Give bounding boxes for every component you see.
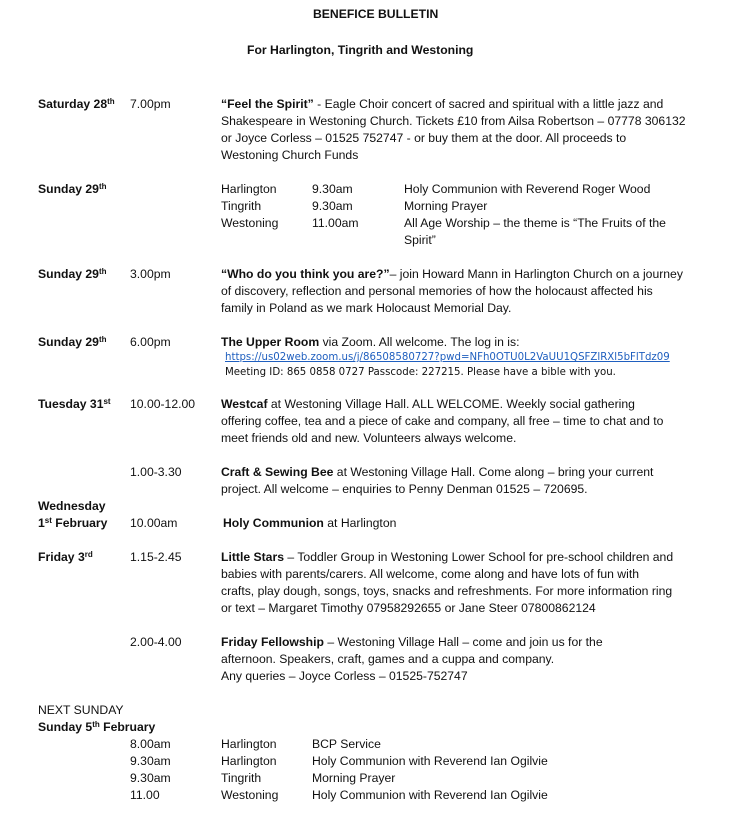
service-place: Harlington bbox=[221, 737, 277, 751]
event-description-line: Westoning Church Funds bbox=[221, 148, 359, 162]
event-time: 1.00-3.30 bbox=[130, 465, 182, 479]
day-label: Saturday 28th bbox=[38, 97, 115, 111]
service-desc: Morning Prayer bbox=[312, 771, 396, 785]
next-sunday-label: NEXT SUNDAY bbox=[38, 703, 124, 717]
event-description-line: project. All welcome – enquiries to Penny Denman 01525 – 720695. bbox=[221, 482, 588, 496]
event-description-line: Any queries – Joyce Corless – 01525-752747 bbox=[221, 669, 468, 683]
event-description-line: meet friends old and new. Volunteers always welcome. bbox=[221, 431, 517, 445]
service-desc: Holy Communion with Reverend Ian Ogilvie bbox=[312, 754, 548, 768]
event-time: 7.00pm bbox=[130, 97, 171, 111]
service-place: Tingrith bbox=[221, 199, 262, 213]
event-time: 2.00-4.00 bbox=[130, 635, 182, 649]
event-time: 3.00pm bbox=[130, 267, 171, 281]
zoom-link[interactable]: https://us02web.zoom.us/j/86508580727?pwd=NFh0OTU0L2VaUU1QSFZlRXl5bFlTdz09 bbox=[225, 352, 670, 363]
service-time: 8.00am bbox=[130, 737, 171, 751]
event-description: Westcaf at Westoning Village Hall. ALL WELCOME. Weekly social gathering bbox=[221, 397, 635, 411]
day-label: Sunday 29th bbox=[38, 267, 107, 281]
event-description-line: crafts, play dough, songs, toys, snacks and refreshments. For more information ring bbox=[221, 584, 673, 598]
event-description: Little Stars – Toddler Group in Westoning Lower School for pre-school children and bbox=[221, 550, 674, 564]
event-description: Friday Fellowship – Westoning Village Hall – come and join us for the bbox=[221, 635, 603, 649]
event-description-line: babies with parents/carers. All welcome, come along and have lots of fun with bbox=[221, 567, 639, 581]
day-label: 1st February bbox=[38, 516, 108, 530]
service-desc-line: Spirit” bbox=[404, 233, 436, 247]
service-place: Westoning bbox=[221, 216, 279, 230]
event-description-line: family in Poland as we mark Holocaust Memorial Day. bbox=[221, 301, 512, 315]
service-place: Harlington bbox=[221, 754, 277, 768]
service-time: 9.30am bbox=[130, 754, 171, 768]
event-description: The Upper Room via Zoom. All welcome. The log in is: bbox=[221, 335, 520, 349]
event-description-line: offering coffee, tea and a piece of cake and company, all free – time to chat and to bbox=[221, 414, 664, 428]
service-place: Tingrith bbox=[221, 771, 262, 785]
day-label: Sunday 29th bbox=[38, 335, 107, 349]
bulletin-subtitle: For Harlington, Tingrith and Westoning bbox=[247, 43, 474, 57]
event-description-line: or Joyce Corless – 01525 752747 - or buy them at the door. All proceeds to bbox=[221, 131, 627, 145]
day-label: Sunday 5th February bbox=[38, 720, 156, 734]
event-description-line: Shakespeare in Westoning Church. Tickets £10 from Ailsa Robertson – 07778 306132 bbox=[221, 114, 686, 128]
day-label: Sunday 29th bbox=[38, 182, 107, 196]
event-description: “Who do you think you are?”– join Howard Mann in Harlington Church on a journey bbox=[221, 267, 683, 281]
event-description-line: afternoon. Speakers, craft, games and a cuppa and company. bbox=[221, 652, 555, 666]
service-time: 9.30am bbox=[312, 199, 353, 213]
service-time: 9.30am bbox=[130, 771, 171, 785]
service-desc: Holy Communion with Reverend Roger Wood bbox=[404, 182, 651, 196]
service-place: Harlington bbox=[221, 182, 277, 196]
event-description: Craft & Sewing Bee at Westoning Village Hall. Come along – bring your current bbox=[221, 465, 654, 479]
meeting-info: Meeting ID: 865 0858 0727 Passcode: 227215. Please have a bible with you. bbox=[225, 367, 616, 378]
event-description-line: or text – Margaret Timothy 07958292655 or Jane Steer 07800862124 bbox=[221, 601, 596, 615]
service-place: Westoning bbox=[221, 788, 279, 802]
event-time: 10.00-12.00 bbox=[130, 397, 196, 411]
day-label: Friday 3rd bbox=[38, 550, 93, 564]
day-label: Tuesday 31st bbox=[38, 397, 111, 411]
event-description: Holy Communion at Harlington bbox=[223, 516, 397, 530]
service-desc: BCP Service bbox=[312, 737, 381, 751]
bulletin-title: BENEFICE BULLETIN bbox=[313, 7, 439, 21]
event-description: “Feel the Spirit” - Eagle Choir concert of sacred and spiritual with a little jazz and bbox=[221, 97, 664, 111]
event-time: 10.00am bbox=[130, 516, 178, 530]
day-label: Wednesday bbox=[38, 499, 106, 513]
event-time: 6.00pm bbox=[130, 335, 171, 349]
service-desc: All Age Worship – the theme is “The Fruits of the bbox=[404, 216, 666, 230]
service-time: 11.00am bbox=[312, 216, 359, 230]
service-desc: Morning Prayer bbox=[404, 199, 488, 213]
service-time: 9.30am bbox=[312, 182, 353, 196]
event-time: 1.15-2.45 bbox=[130, 550, 182, 564]
event-description-line: of discovery, reflection and personal memories of how the holocaust affected his bbox=[221, 284, 653, 298]
service-time: 11.00 bbox=[130, 788, 160, 802]
service-desc: Holy Communion with Reverend Ian Ogilvie bbox=[312, 788, 548, 802]
